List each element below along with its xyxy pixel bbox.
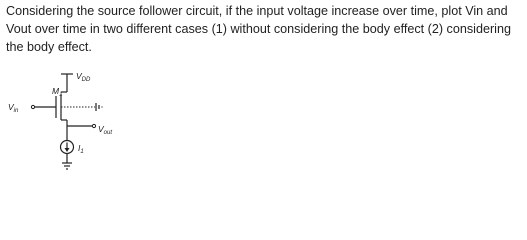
vin-label-main: V: [8, 102, 14, 112]
vdd-label-main: V: [76, 71, 82, 81]
vin-label-sub: in: [13, 108, 19, 114]
vout-label-sub: out: [103, 130, 113, 136]
vin-label: [8, 102, 19, 114]
vout-terminal: [92, 124, 95, 127]
source-follower-circuit: [0, 62, 150, 177]
i1-label-sub: 1: [80, 149, 84, 155]
i1-label: [78, 143, 84, 155]
vdd-label: [76, 71, 91, 83]
vout-label: [98, 124, 112, 136]
m1-label-main: M: [52, 86, 60, 96]
vout-label-main: V: [98, 124, 104, 134]
current-source-arrowhead: [65, 148, 70, 152]
question-text: Considering the source follower circuit, if the input voltage increase over time, plot Vin and Vout over time in two different cases (1) without considering the body effect (2) considering the body effect.: [6, 4, 511, 54]
i1-label-main: I: [78, 143, 81, 153]
m1-label-sub: 1: [59, 92, 63, 98]
vin-terminal: [31, 105, 34, 108]
vdd-label-sub: DD: [81, 77, 91, 83]
